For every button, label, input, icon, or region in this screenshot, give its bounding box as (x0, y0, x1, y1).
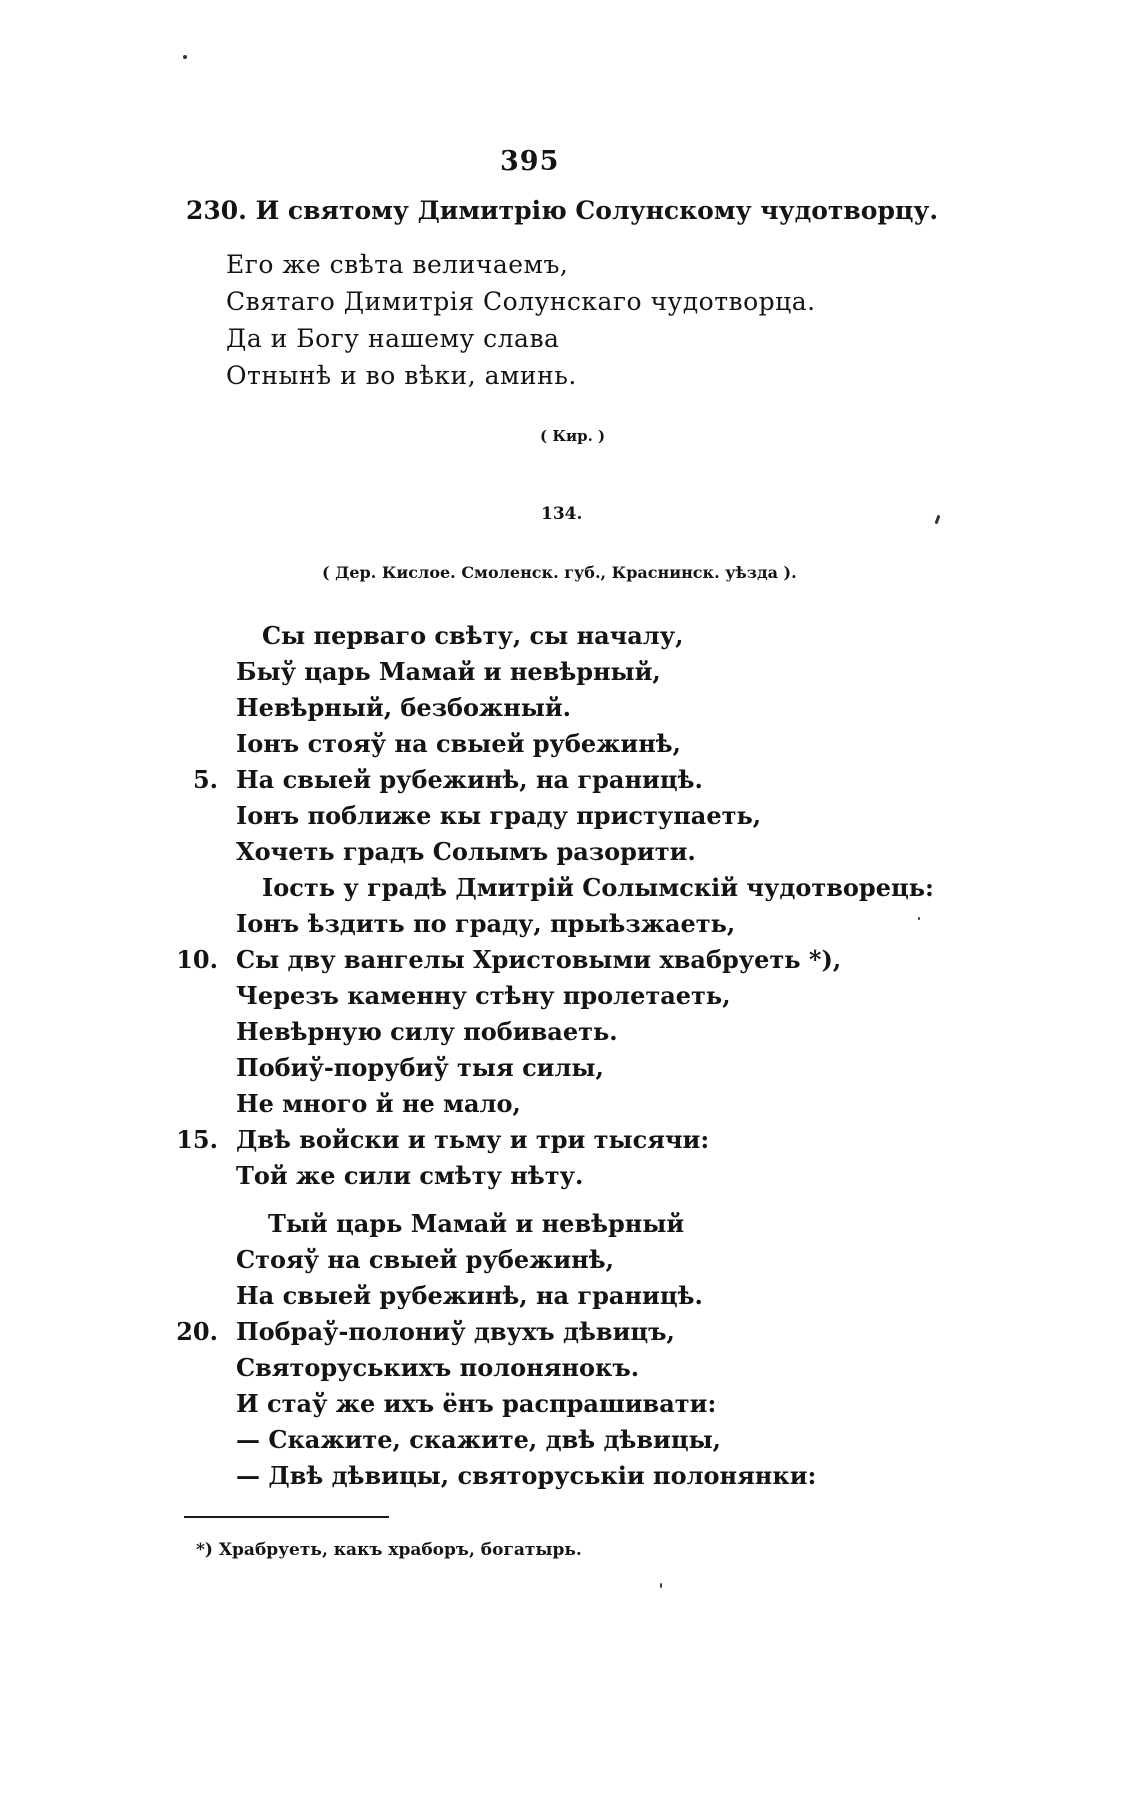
line-text: Сы дву вангелы Христовыми хвабруеть *), (236, 945, 842, 974)
line-number: 10. (176, 945, 218, 974)
poem-line (236, 1089, 521, 1118)
line-text: Іонъ ѣздить по граду, прыѣзжаеть, (236, 909, 736, 938)
line-number: 15. (176, 1125, 218, 1154)
scan-speck (918, 917, 920, 920)
source-note: ( Кир. ) (540, 427, 606, 445)
poem-line (262, 621, 683, 650)
poem-line: Отнынѣ и во вѣки, аминь. (226, 361, 577, 390)
scan-speck (935, 515, 941, 524)
poem-line (176, 1317, 675, 1346)
line-text: Невѣрную силу побиваеть. (236, 1017, 618, 1046)
line-text: Побраў-полониў двухъ дѣвицъ, (236, 1317, 675, 1346)
line-text: На свыей рубежинѣ, на границѣ. (236, 1281, 703, 1310)
section-heading: 230. И святому Димитрію Солунскому чудотворцу. (186, 196, 939, 225)
line-text: Быў царь Мамай и невѣрный, (236, 657, 661, 686)
poem-number: 134. (541, 504, 583, 524)
line-text: Іость у градѣ Дмитрій Солымскій чудотворець: (262, 873, 934, 902)
line-text: — Двѣ дѣвицы, святоруськіи полонянки: (236, 1461, 817, 1490)
poem-line (176, 945, 842, 974)
location-note: ( Дер. Кислое. Смоленск. губ., Краснинск. уѣзда ). (322, 563, 797, 582)
line-text: Іонъ стояў на свыей рубежинѣ, (236, 729, 682, 758)
line-text: Тый царь Мамай и невѣрный (268, 1209, 685, 1238)
line-text: Хочеть градъ Солымъ разорити. (236, 837, 696, 866)
poem-line (236, 1281, 703, 1310)
line-text: Той же сили смѣту нѣту. (236, 1161, 584, 1190)
line-text: — Скажите, скажите, двѣ дѣвицы, (236, 1425, 722, 1454)
poem-line (236, 1161, 583, 1190)
line-text: Не много й не мало, (236, 1089, 521, 1118)
page-number: 395 (500, 146, 560, 177)
poem-line (236, 1017, 618, 1046)
poem-line (236, 801, 761, 830)
poem-line: Его же свѣта величаемъ, (226, 250, 569, 279)
poem-line (236, 729, 681, 758)
line-text: И стаў же ихъ ёнъ распрашивати: (236, 1389, 717, 1418)
footnote: *) Храбруеть, какъ храборъ, богатырь. (196, 1540, 582, 1560)
poem-line: Святаго Димитрія Солунскаго чудотворца. (226, 287, 816, 316)
line-number: 5. (192, 765, 218, 794)
poem-line (236, 837, 696, 866)
poem-line (236, 909, 735, 938)
scan-speck (660, 1583, 662, 1588)
poem-line (236, 981, 731, 1010)
poem-line: Да и Богу нашему слава (226, 324, 560, 353)
poem-line (236, 1425, 721, 1454)
line-text: На свыей рубежинѣ, на границѣ. (236, 765, 703, 794)
poem-line (236, 1389, 716, 1418)
poem-line (236, 1053, 604, 1082)
line-text: Іонъ поближе кы граду приступаеть, (236, 801, 762, 830)
poem-line (268, 1209, 684, 1238)
footnote-divider (184, 1516, 389, 1518)
line-text: Сы перваго свѣту, сы началу, (262, 621, 684, 650)
line-text: Двѣ войски и тьму и три тысячи: (236, 1125, 710, 1154)
poem-line (176, 1125, 710, 1154)
scan-speck (183, 55, 187, 59)
poem-line (262, 873, 934, 902)
line-text: Черезъ каменну стѣну пролетаеть, (236, 981, 731, 1010)
poem-line (192, 765, 703, 794)
poem-line (236, 1461, 816, 1490)
line-number: 20. (176, 1317, 218, 1346)
poem-line (236, 1245, 614, 1274)
poem-line (236, 693, 571, 722)
line-text: Святоруськихъ полонянокъ. (236, 1353, 640, 1382)
line-text: Невѣрный, безбожный. (236, 693, 572, 722)
poem-line (236, 1353, 639, 1382)
line-text: Побиў-порубиў тыя силы, (236, 1053, 604, 1082)
line-text: Стояў на свыей рубежинѣ, (236, 1245, 614, 1274)
poem-line (236, 657, 661, 686)
